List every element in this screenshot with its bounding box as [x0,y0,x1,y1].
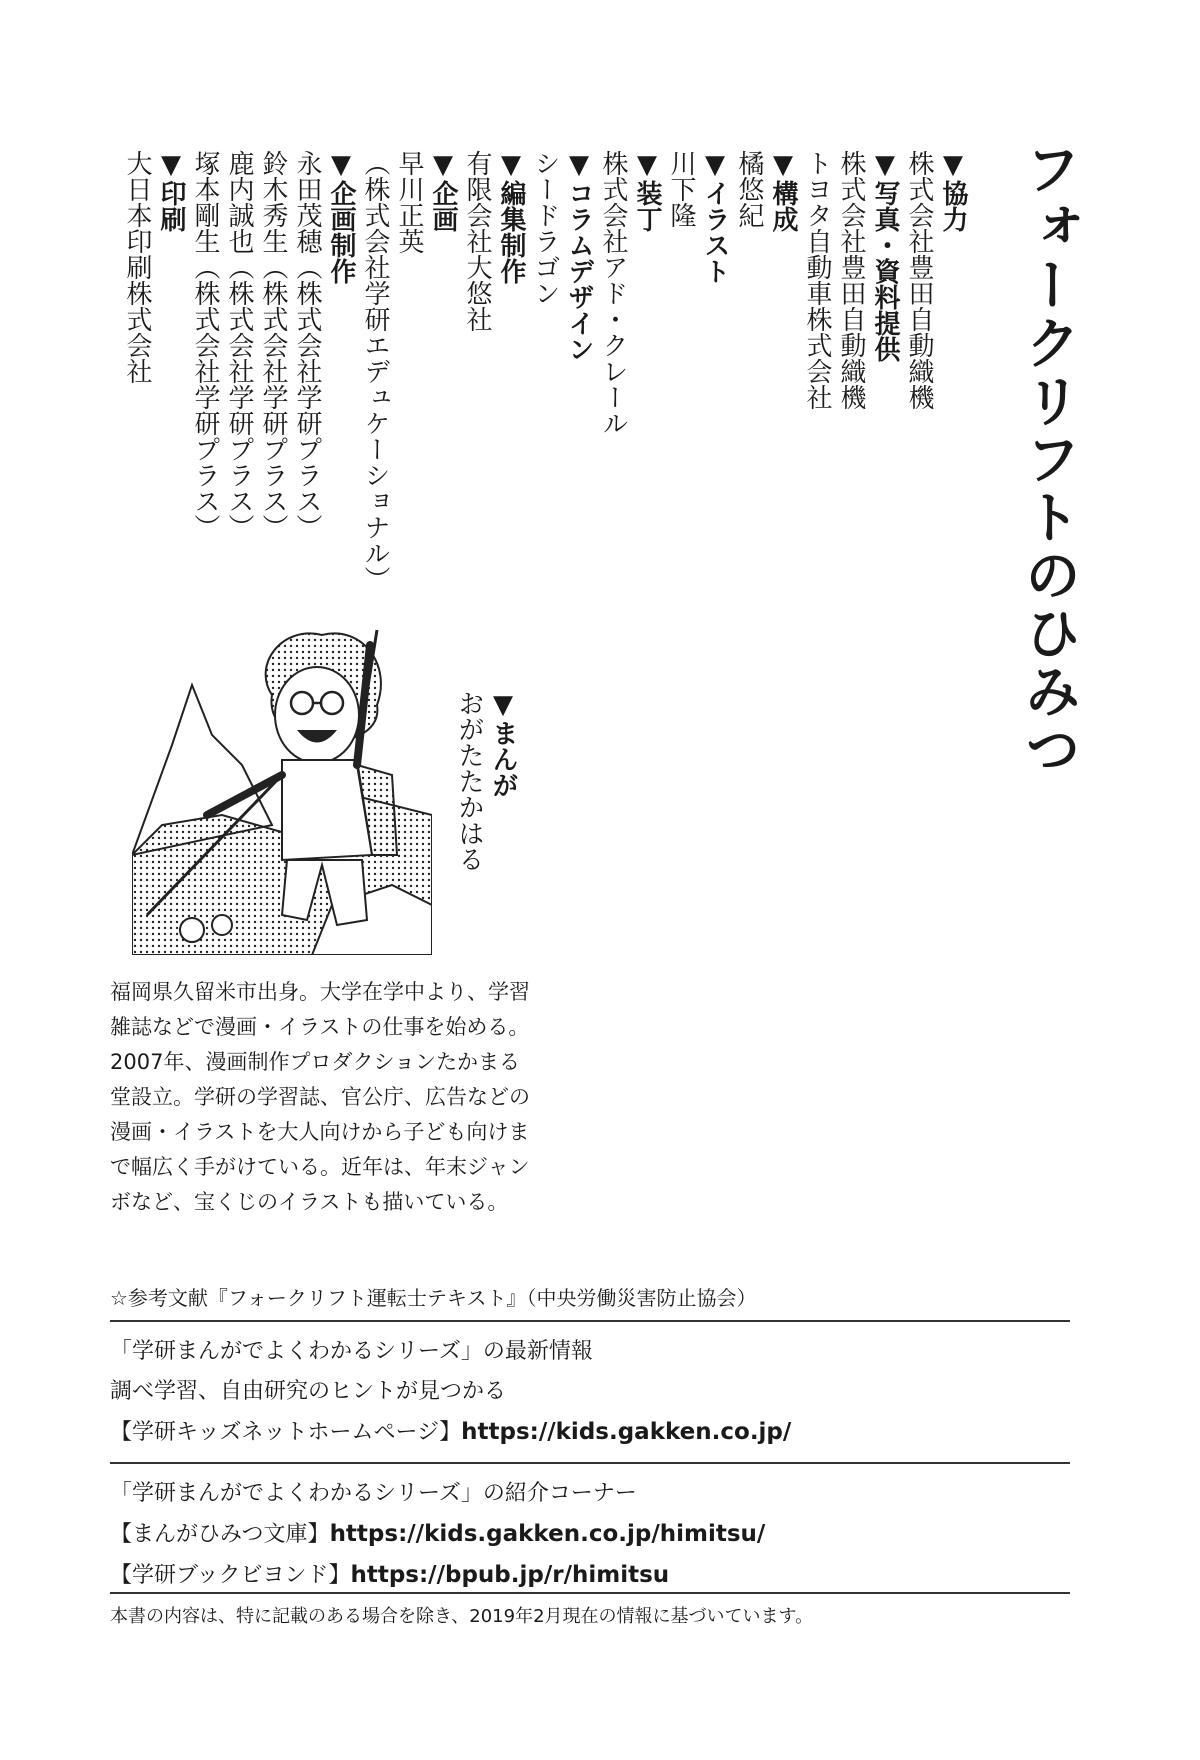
credit-heading: ▼装丁 [632,150,662,232]
divider-line [110,1592,1070,1594]
references-note: ☆参考文献『フォークリフト運転士テキスト』（中央労働災害防止協会） [110,1286,757,1310]
himitsu-library-url-link[interactable]: https://kids.gakken.co.jp/himitsu/ [329,1521,766,1547]
credit-entry: 株式会社アド・クレール [598,150,628,436]
kids-net-url-link[interactable]: https://kids.gakken.co.jp/ [461,1419,792,1445]
credit-entry: （株式会社学研エデュケーショナル） [360,150,390,592]
series-info-subheading: 調べ学習、自由研究のヒントが見つかる [110,1379,507,1404]
artist-bio: 福岡県久留米市出身。大学在学中より、学習雑誌などで漫画・イラストの仕事を始める。2007年、漫画制作プロダクションたかまる堂設立。学研の学習誌、官公庁、広告などの漫画・イラストを大人向けから子ども向けまで幅広く手がけている。近年は、年末ジャンボなど、宝くじのイラストも描いている。 [110,980,530,1214]
credit-heading: ▼企画 [428,150,458,232]
credit-heading: ▼企画制作 [326,150,356,284]
series-intro-section [110,1474,1070,1596]
credit-heading: ▼構成 [768,150,798,232]
credit-entry: シードラゴン [530,150,560,306]
credit-entry: 川下隆 [666,150,696,228]
cat-shape [180,918,204,942]
credit-heading: ▼イラスト [700,150,730,284]
divider-line [110,1462,1070,1464]
credit-heading: ▼写真・資料提供 [870,150,900,362]
credit-heading: ▼編集制作 [496,150,526,284]
credit-entry: 橘悠紀 [734,150,764,228]
page-title: フォークリフトのひみつ [1016,140,1081,778]
credit-heading: ▼協力 [938,150,968,232]
himitsu-library-label: 【まんがひみつ文庫】 [110,1522,330,1547]
credit-entry: 早川正英 [394,150,424,254]
book-beyond-label: 【学研ブックビヨンド】 [110,1563,351,1588]
manga-artist-name: おがたたかはる [454,690,484,872]
himitsu-library-link-row [110,1514,1070,1555]
manga-heading: ▼まんが [488,690,518,798]
credit-entry: トヨタ自動車株式会社 [802,150,832,410]
credit-entry: 鈴木秀生（株式会社学研プラス） [258,150,288,540]
credit-heading: ▼コラムデザイン [564,150,594,362]
face-shape [275,667,359,763]
kids-net-link-row [110,1412,1070,1453]
credit-entry: 鹿内誠也（株式会社学研プラス） [224,150,254,540]
kids-net-label: 【学研キッズネットホームページ】 [110,1420,462,1445]
footer-note: 本書の内容は、特に記載のある場合を除き、2019年2月現在の情報に基づいています。 [110,1606,814,1627]
divider-line [110,1320,1070,1322]
credit-heading: ▼印刷 [156,150,186,232]
series-info-heading: 「学研まんがでよくわかるシリーズ」の最新情報 [110,1339,593,1364]
credit-entry: 大日本印刷株式会社 [122,150,152,384]
series-intro-heading: 「学研まんがでよくわかるシリーズ」の紹介コーナー [110,1481,637,1506]
credit-entry: 株式会社豊田自動織機 [904,150,934,410]
series-info-section [110,1332,1070,1453]
credit-entry: 有限会社大悠社 [462,150,492,332]
credit-entry: 永田茂穂（株式会社学研プラス） [292,150,322,540]
manga-credit [452,690,520,872]
credit-entry: 株式会社豊田自動織機 [836,150,866,410]
book-beyond-url-link[interactable]: https://bpub.jp/r/himitsu [350,1562,670,1588]
book-beyond-link-row [110,1555,1070,1596]
credit-entry: 塚本剛生（株式会社学研プラス） [190,150,220,540]
artist-illustration [132,625,432,955]
credits-list [120,150,970,590]
cat-shape [212,915,232,935]
